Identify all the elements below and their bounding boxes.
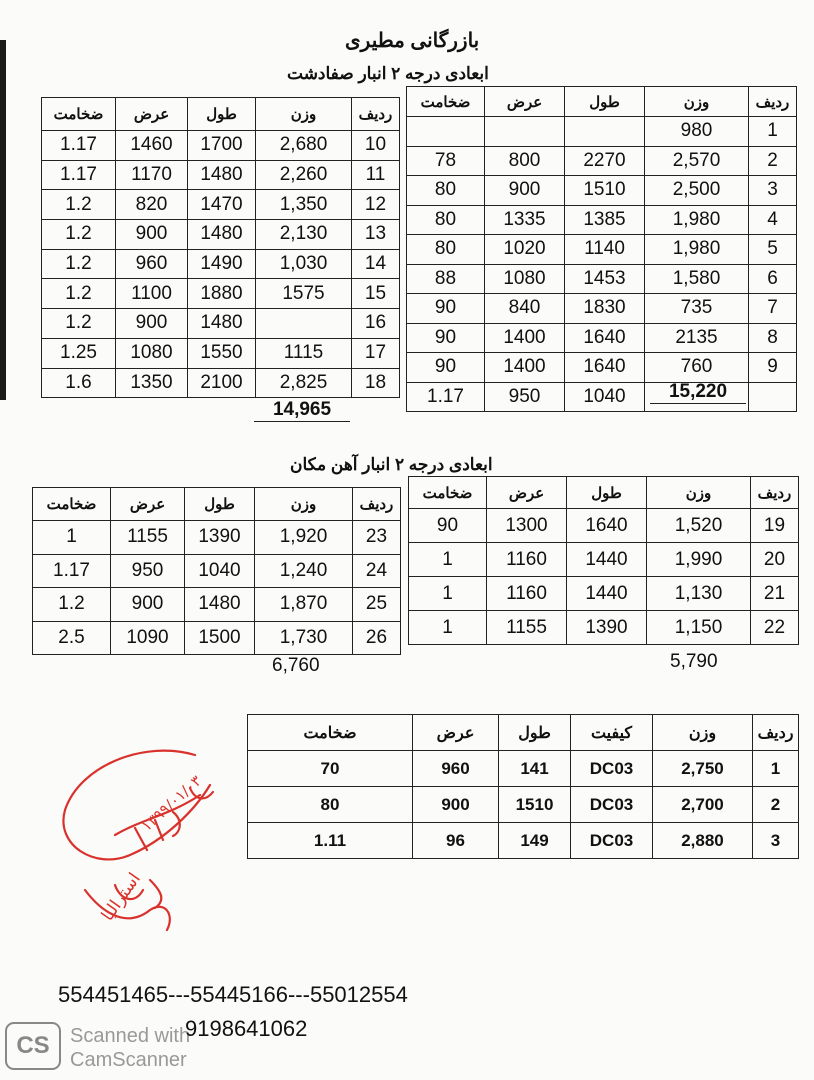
header-length: طول (565, 87, 645, 117)
cell-width: 1300 (487, 509, 567, 543)
t3-cell-row-num: 3 (753, 823, 799, 859)
table-row (407, 146, 797, 176)
cell-length: 1385 (565, 205, 645, 235)
t3-cell-width: 900 (413, 787, 499, 823)
signature-date: ۱۳۹۹/۰۱/۰۳ (137, 771, 206, 835)
scan-edge (0, 40, 6, 400)
cell-weight: 1,870 (255, 588, 353, 622)
cell-width: 900 (111, 588, 185, 622)
cell-width: 1170 (116, 160, 188, 190)
cell-row-num: 17 (352, 338, 400, 368)
cell-length: 1440 (567, 577, 647, 611)
t3-header-length: طول (499, 715, 571, 751)
t3-cell-width: 960 (413, 751, 499, 787)
cell-row-num: 9 (749, 353, 797, 383)
table-row (248, 751, 799, 787)
cell-row-num: 4 (749, 205, 797, 235)
table-row (407, 205, 797, 235)
cell-row-num: 14 (352, 249, 400, 279)
cell-row-num: 8 (749, 323, 797, 353)
cell-thickness: 1.17 (42, 160, 116, 190)
header-width: عرض (485, 87, 565, 117)
table-row (407, 176, 797, 206)
cell-weight: 1,350 (256, 190, 352, 220)
cell-thickness: 1.2 (42, 220, 116, 250)
cell-length: 1550 (188, 338, 256, 368)
cell-weight: 1,030 (256, 249, 352, 279)
cell-length: 1640 (565, 323, 645, 353)
header-thickness: ضخامت (409, 477, 487, 509)
cell-width: 950 (111, 554, 185, 588)
t3-header-quality: کیفیت (571, 715, 653, 751)
cell-thickness: 1.2 (42, 309, 116, 339)
cell-width: 1335 (485, 205, 565, 235)
cell-length (565, 117, 645, 147)
table3-body (248, 751, 799, 859)
cell-thickness: 2.5 (33, 621, 111, 655)
header-row-num: ردیف (749, 87, 797, 117)
cell-weight: 1,150 (647, 611, 751, 645)
header-length: طول (567, 477, 647, 509)
table-row (42, 368, 400, 398)
cell-width: 1160 (487, 543, 567, 577)
cell-row-num: 21 (751, 577, 799, 611)
t3-cell-row-num: 2 (753, 787, 799, 823)
cell-row-num: 23 (353, 521, 401, 555)
cell-thickness: 1.2 (33, 588, 111, 622)
cell-weight: 2,680 (256, 131, 352, 161)
cell-width: 840 (485, 294, 565, 324)
cell-length: 1480 (185, 588, 255, 622)
t3-cell-weight: 2,700 (653, 787, 753, 823)
cell-row-num: 26 (353, 621, 401, 655)
cell-thickness: 90 (407, 353, 485, 383)
t3-cell-thickness: 1.11 (248, 823, 413, 859)
section1-left-body (42, 131, 400, 398)
cell-weight: 2135 (645, 323, 749, 353)
cell-length: 1453 (565, 264, 645, 294)
cell-thickness: 1.17 (33, 554, 111, 588)
signature-name: استرالیا (97, 869, 145, 925)
cell-length: 1440 (567, 543, 647, 577)
cell-length: 1640 (567, 509, 647, 543)
cell-width: 1350 (116, 368, 188, 398)
cell-thickness (407, 117, 485, 147)
cell-weight: 2,570 (645, 146, 749, 176)
section1-right-body (407, 117, 797, 412)
table-row (248, 787, 799, 823)
section2-left-table (32, 487, 401, 655)
t3-cell-length: 1510 (499, 787, 571, 823)
t3-header-weight: وزن (653, 715, 753, 751)
cell-weight: 1,520 (647, 509, 751, 543)
cell-weight: 735 (645, 294, 749, 324)
table-row (42, 131, 400, 161)
t3-cell-weight: 2,880 (653, 823, 753, 859)
header-weight: وزن (256, 98, 352, 131)
cell-width: 1020 (485, 235, 565, 265)
cell-weight: 980 (645, 117, 749, 147)
table-row (42, 338, 400, 368)
section1-right-total: 15,220 (650, 381, 746, 404)
section1-title: ابعادی درجه ۲ انبار صفادشت (287, 64, 489, 83)
section2-right-total: 5,790 (670, 651, 718, 672)
cell-width: 1460 (116, 131, 188, 161)
header-weight: وزن (645, 87, 749, 117)
header-length: طول (185, 488, 255, 521)
cell-thickness: 88 (407, 264, 485, 294)
t3-cell-thickness: 80 (248, 787, 413, 823)
cell-row-num: 5 (749, 235, 797, 265)
cell-row-num: 19 (751, 509, 799, 543)
cell-weight: 1,980 (645, 235, 749, 265)
cell-width: 900 (116, 220, 188, 250)
section2-right-table (408, 476, 799, 645)
table-row (42, 220, 400, 250)
cell-row-num: 10 (352, 131, 400, 161)
table3 (247, 714, 799, 859)
section1-left-table (41, 97, 400, 398)
section2-left-body (33, 521, 401, 655)
cell-width: 1155 (111, 521, 185, 555)
table-row (42, 309, 400, 339)
cell-weight: 1,920 (255, 521, 353, 555)
table-row (409, 611, 799, 645)
table-row (42, 190, 400, 220)
header-thickness: ضخامت (33, 488, 111, 521)
header-width: عرض (116, 98, 188, 131)
header-thickness: ضخامت (407, 87, 485, 117)
header-row-num: ردیف (353, 488, 401, 521)
table-row (407, 323, 797, 353)
cell-length: 1500 (185, 621, 255, 655)
cell-weight (256, 309, 352, 339)
cell-weight: 1,980 (645, 205, 749, 235)
phone-numbers: 554451465---55445166---55012554 (58, 982, 408, 1007)
header-row-num: ردیف (352, 98, 400, 131)
section1-left-total: 14,965 (254, 399, 350, 422)
table-row (33, 521, 401, 555)
cell-row-num: 20 (751, 543, 799, 577)
cell-thickness: 1.25 (42, 338, 116, 368)
t3-cell-row-num: 1 (753, 751, 799, 787)
t3-header-row-num: ردیف (753, 715, 799, 751)
cell-thickness: 80 (407, 176, 485, 206)
cell-length: 1640 (565, 353, 645, 383)
cell-weight: 2,260 (256, 160, 352, 190)
cell-row-num: 18 (352, 368, 400, 398)
table-row (407, 294, 797, 324)
cell-row-num (749, 382, 797, 412)
cell-weight: 1,130 (647, 577, 751, 611)
cell-length: 1040 (185, 554, 255, 588)
table-row (33, 588, 401, 622)
section1-right-table (406, 86, 797, 412)
cell-width: 1400 (485, 353, 565, 383)
table-row (407, 235, 797, 265)
t3-cell-length: 149 (499, 823, 571, 859)
header-thickness: ضخامت (42, 98, 116, 131)
header-length: طول (188, 98, 256, 131)
t3-header-thickness: ضخامت (248, 715, 413, 751)
table-row (409, 509, 799, 543)
cell-weight: 2,500 (645, 176, 749, 206)
table-row (407, 117, 797, 147)
camscanner-text (70, 1024, 190, 1072)
signature-image (55, 740, 235, 940)
cell-thickness: 1 (33, 521, 111, 555)
t3-header-width: عرض (413, 715, 499, 751)
table-row (407, 353, 797, 383)
table-row (33, 621, 401, 655)
cell-thickness: 1.17 (407, 382, 485, 412)
cell-weight: 1,730 (255, 621, 353, 655)
cell-width: 1400 (485, 323, 565, 353)
cell-weight: 1,240 (255, 554, 353, 588)
cell-length: 1480 (188, 160, 256, 190)
cell-row-num: 22 (751, 611, 799, 645)
header-row-num: ردیف (751, 477, 799, 509)
cell-thickness: 1.17 (42, 131, 116, 161)
cell-length: 1040 (565, 382, 645, 412)
cell-thickness: 78 (407, 146, 485, 176)
cell-weight: 1,580 (645, 264, 749, 294)
cell-row-num: 16 (352, 309, 400, 339)
header-weight: وزن (647, 477, 751, 509)
cell-width: 900 (116, 309, 188, 339)
cell-weight: 1575 (256, 279, 352, 309)
cell-thickness: 80 (407, 235, 485, 265)
cell-width: 1100 (116, 279, 188, 309)
cell-length: 1480 (188, 220, 256, 250)
cell-row-num: 15 (352, 279, 400, 309)
cell-weight: 1115 (256, 338, 352, 368)
t3-cell-weight: 2,750 (653, 751, 753, 787)
mobile-number: 9198641062 (185, 1016, 308, 1041)
cell-thickness: 90 (407, 294, 485, 324)
section2-left-total: 6,760 (272, 655, 320, 676)
table-row (409, 577, 799, 611)
cell-length: 2100 (188, 368, 256, 398)
cell-length: 1510 (565, 176, 645, 206)
section2-right-body (409, 509, 799, 645)
cell-thickness: 1 (409, 543, 487, 577)
cell-width: 950 (485, 382, 565, 412)
header-width: عرض (111, 488, 185, 521)
cell-thickness: 90 (409, 509, 487, 543)
cell-row-num: 25 (353, 588, 401, 622)
cell-length: 2270 (565, 146, 645, 176)
camscanner-line1: Scanned with (70, 1025, 191, 1047)
cell-length: 1480 (188, 309, 256, 339)
cell-width: 1080 (485, 264, 565, 294)
cell-width: 1160 (487, 577, 567, 611)
cell-row-num: 1 (749, 117, 797, 147)
cell-width: 960 (116, 249, 188, 279)
cell-width: 1080 (116, 338, 188, 368)
t3-cell-thickness: 70 (248, 751, 413, 787)
cell-weight: 2,825 (256, 368, 352, 398)
cell-length: 1140 (565, 235, 645, 265)
table-row (33, 554, 401, 588)
camscanner-badge-text: CS (16, 1032, 50, 1059)
cell-width (485, 117, 565, 147)
cell-row-num: 3 (749, 176, 797, 206)
table-row (409, 543, 799, 577)
cell-width: 800 (485, 146, 565, 176)
cell-length: 1880 (188, 279, 256, 309)
cell-thickness: 1 (409, 611, 487, 645)
cell-thickness: 1.2 (42, 190, 116, 220)
cell-row-num: 11 (352, 160, 400, 190)
cell-thickness: 1.2 (42, 279, 116, 309)
cell-width: 820 (116, 190, 188, 220)
camscanner-logo-icon (5, 1022, 61, 1070)
cell-thickness: 90 (407, 323, 485, 353)
cell-thickness: 80 (407, 205, 485, 235)
cell-length: 1490 (188, 249, 256, 279)
t3-cell-width: 96 (413, 823, 499, 859)
cell-thickness: 1.2 (42, 249, 116, 279)
cell-width: 1155 (487, 611, 567, 645)
cell-length: 1700 (188, 131, 256, 161)
company-name: بازرگانی مطیری (345, 30, 480, 52)
cell-length: 1830 (565, 294, 645, 324)
cell-weight: 2,130 (256, 220, 352, 250)
header-weight: وزن (255, 488, 353, 521)
table-row (407, 264, 797, 294)
t3-cell-quality: DC03 (571, 823, 653, 859)
camscanner-line2: CamScanner (70, 1049, 187, 1071)
cell-length: 1470 (188, 190, 256, 220)
cell-width: 1090 (111, 621, 185, 655)
table-row (42, 160, 400, 190)
cell-row-num: 7 (749, 294, 797, 324)
t3-cell-length: 141 (499, 751, 571, 787)
cell-thickness: 1 (409, 577, 487, 611)
cell-row-num: 6 (749, 264, 797, 294)
cell-row-num: 2 (749, 146, 797, 176)
cell-thickness: 1.6 (42, 368, 116, 398)
section2-title: ابعادی درجه ۲ انبار آهن مکان (290, 455, 493, 474)
cell-row-num: 13 (352, 220, 400, 250)
cell-row-num: 24 (353, 554, 401, 588)
cell-length: 1390 (567, 611, 647, 645)
cell-length: 1390 (185, 521, 255, 555)
t3-cell-quality: DC03 (571, 751, 653, 787)
table-row (42, 249, 400, 279)
cell-row-num: 12 (352, 190, 400, 220)
cell-weight: 1,990 (647, 543, 751, 577)
header-width: عرض (487, 477, 567, 509)
t3-cell-quality: DC03 (571, 787, 653, 823)
cell-width: 900 (485, 176, 565, 206)
cell-weight: 760 (645, 353, 749, 383)
table-row (248, 823, 799, 859)
table-row (42, 279, 400, 309)
